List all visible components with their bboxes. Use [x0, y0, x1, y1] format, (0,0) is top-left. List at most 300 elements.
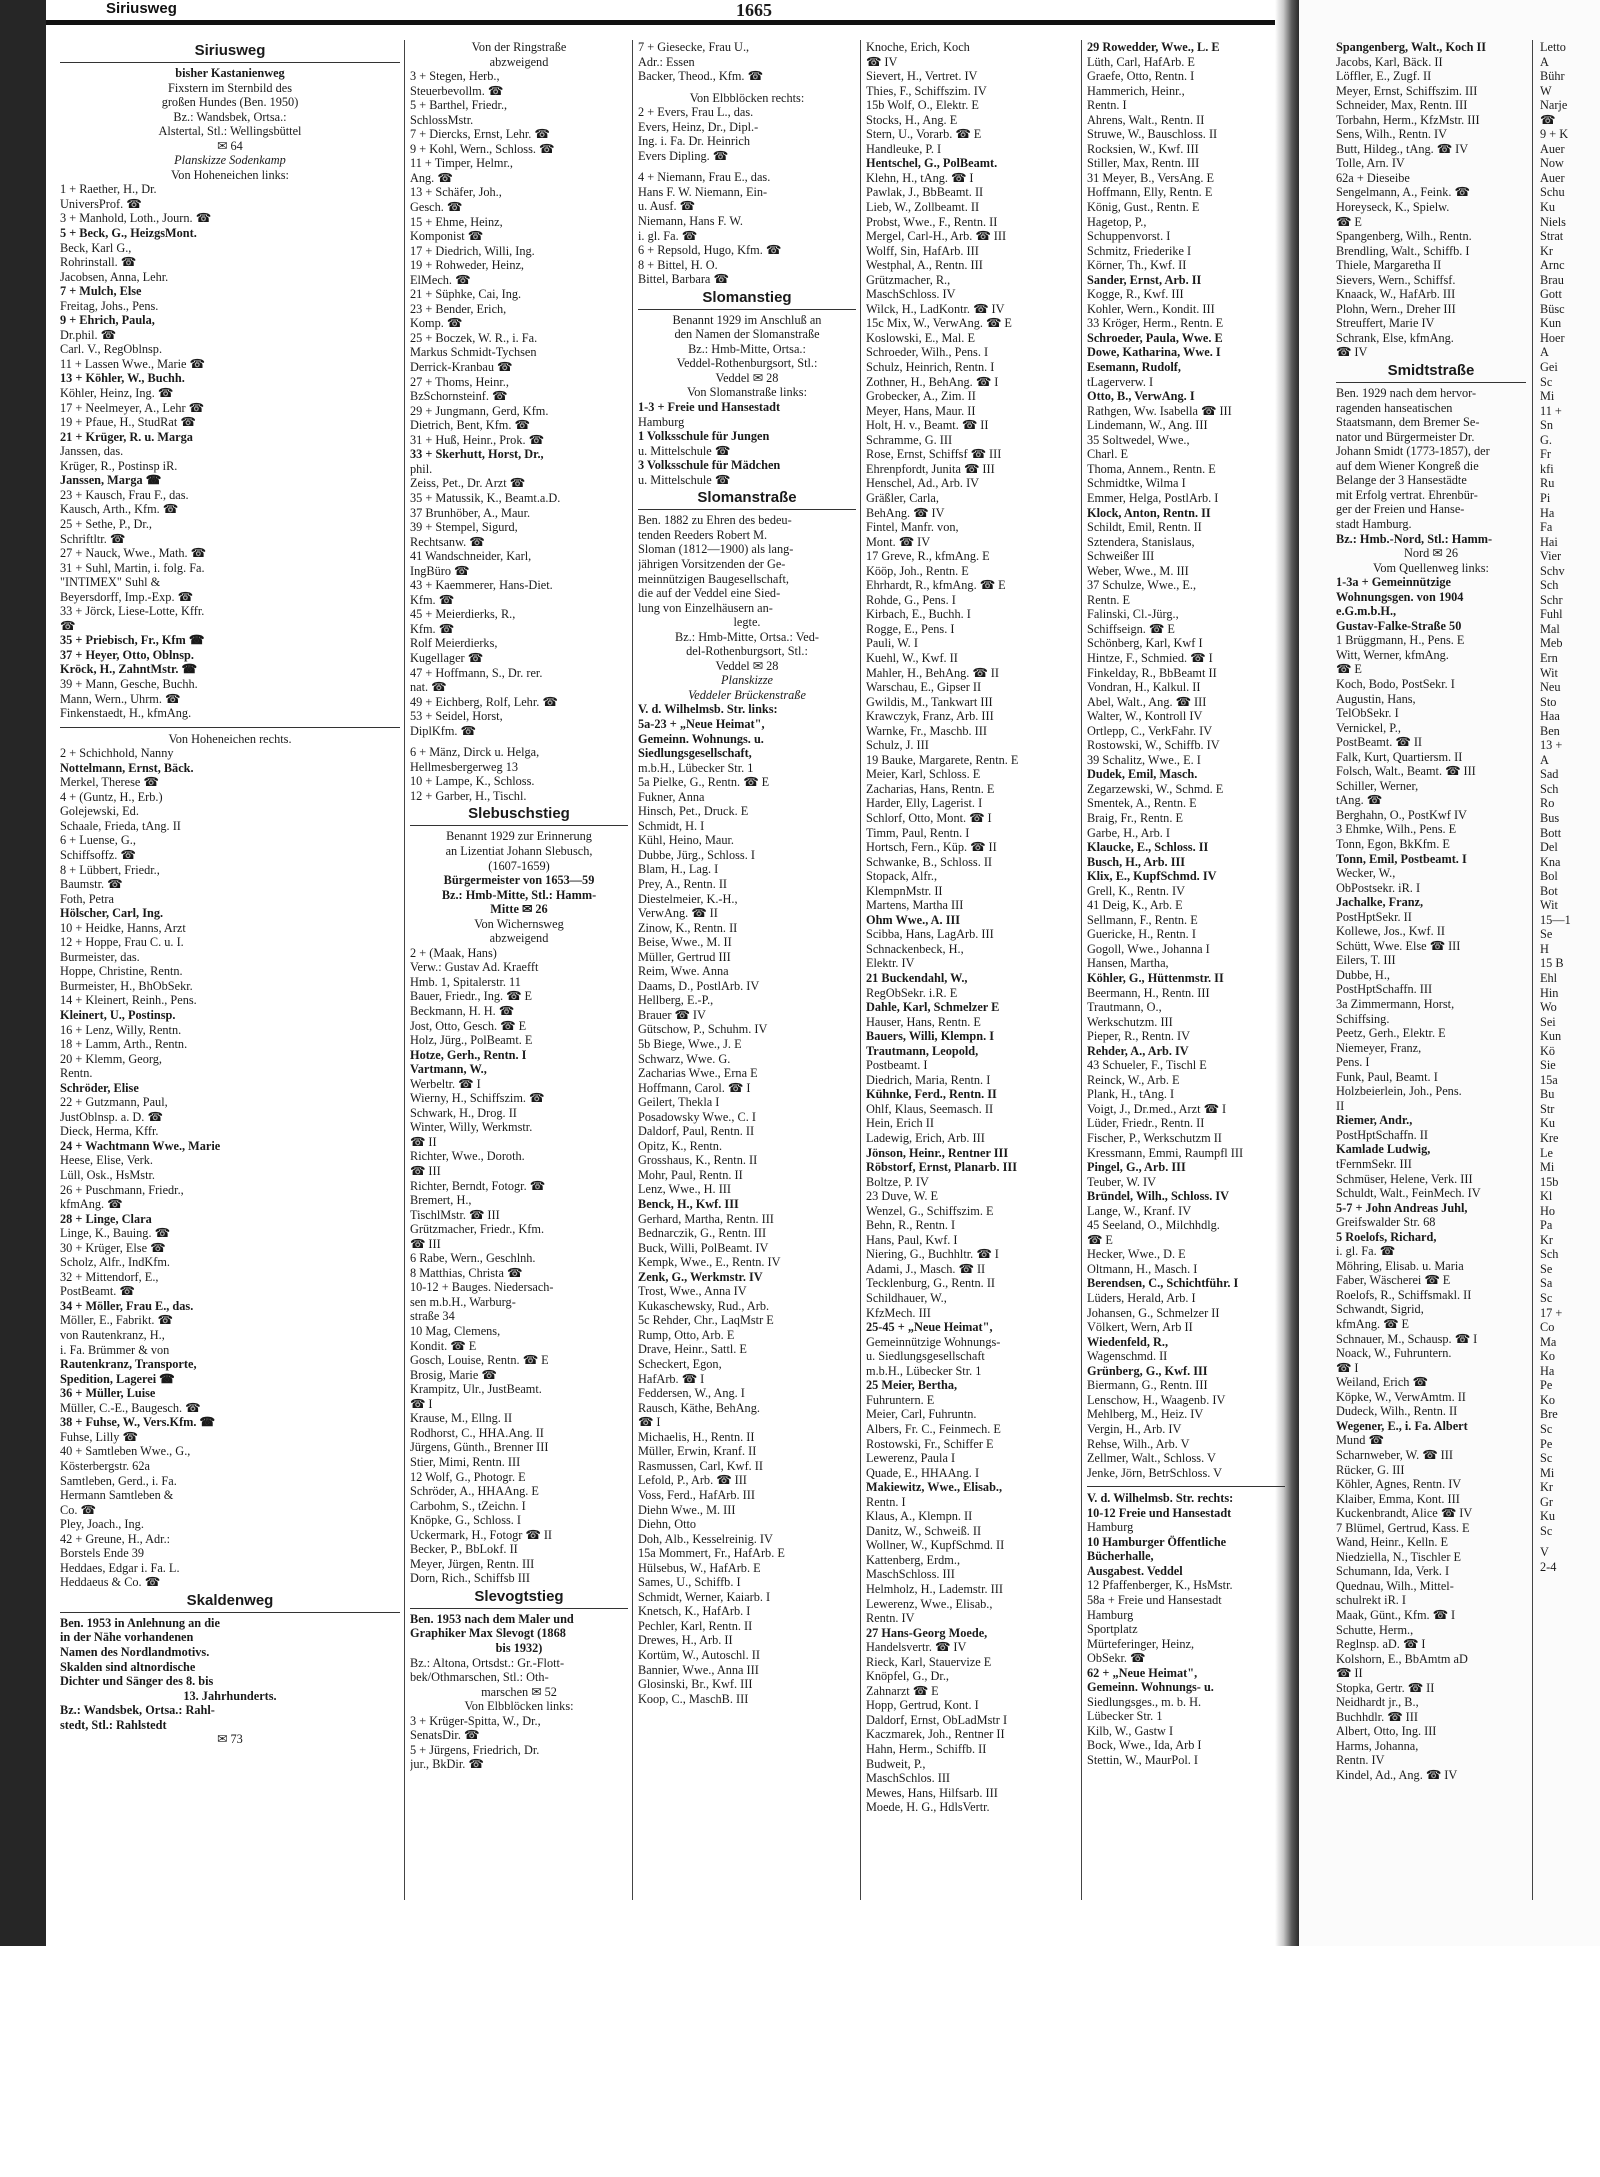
directory-entry: 1-3 + Freie und Hansestadt [638, 400, 781, 415]
directory-entry: Albers, Fr. C., Feinmech. E [866, 1421, 1001, 1436]
directory-entry: Nottelmann, Ernst, Bäck. [60, 760, 194, 775]
directory-entry: Körner, Th., Kwf. II [1087, 258, 1187, 273]
directory-entry: Gosch, Louise, Rentn. ☎ E [410, 1353, 549, 1368]
directory-entry: Bol [1540, 869, 1558, 884]
directory-entry: Rogge, E., Pens. I [866, 621, 955, 636]
directory-entry: Werbeltr. ☎ I [410, 1076, 481, 1091]
directory-entry: Bürgermeister von 1653—59 [443, 873, 595, 888]
directory-entry: Zeiss, Pet., Dr. Arzt ☎ [410, 476, 526, 491]
directory-entry: Hans, Paul, Kwf. I [866, 1232, 958, 1247]
directory-entry: Mal [1540, 621, 1560, 636]
directory-entry: Markus Schmidt-Tychsen [410, 345, 537, 360]
directory-entry: Wit [1540, 665, 1558, 680]
directory-entry: Mann, Wern., Uhrm. ☎ [60, 691, 181, 706]
directory-entry: kfmAng. ☎ E [1336, 1317, 1410, 1332]
directory-entry: Vondran, H., Kalkul. II [1087, 680, 1201, 695]
directory-entry: u. Mittelschule ☎ [638, 443, 731, 458]
directory-entry: Sztendera, Stanislaus, [1087, 534, 1195, 549]
directory-entry: Behn, R., Rentn. I [866, 1218, 956, 1233]
directory-entry: Steuerbevollm. ☎ [410, 83, 504, 98]
directory-entry: Harms, Johanna, [1336, 1738, 1419, 1753]
directory-entry: Spedition, Lagerei ☎ [60, 1371, 175, 1386]
directory-entry: Guericke, H., Rentn. I [1087, 927, 1196, 942]
column-6 [1336, 40, 1526, 1920]
directory-entry: den Namen der Slomanstraße [674, 327, 820, 342]
directory-entry: 10 Mag, Clemens, [410, 1324, 501, 1339]
directory-entry: Hölscher, Carl, Ing. [60, 906, 164, 921]
directory-entry: i. gl. Fa. ☎ [638, 228, 698, 243]
directory-entry: Scholz, Alfr., IndKfm. [60, 1255, 170, 1270]
directory-entry: Daldorf, Paul, Rentn. II [638, 1124, 755, 1139]
directory-entry: 9 + Kohl, Wern., Schloss. ☎ [410, 141, 555, 156]
directory-entry: m.b.H., Lübecker Str. 1 [866, 1363, 982, 1378]
directory-entry: Hotze, Gerh., Rentn. I [410, 1047, 527, 1062]
directory-entry: Pe [1540, 1378, 1553, 1393]
directory-entry: Klix, E., KupfSchmd. IV [1087, 869, 1217, 884]
directory-entry: Klaiber, Emma, Kont. III [1336, 1491, 1460, 1506]
directory-entry: Lübecker Str. 1 [1087, 1709, 1163, 1724]
directory-entry: 13 + Köhler, W., Buchh. [60, 371, 185, 386]
column-1 [60, 40, 400, 1920]
directory-entry [1087, 1480, 1285, 1487]
directory-entry: Kollewe, Jos., Kwf. II [1336, 924, 1445, 939]
directory-entry: 41 Wandschneider, Karl, [410, 549, 532, 564]
directory-entry: 6 Rabe, Wern., Geschlnh. [410, 1251, 536, 1266]
directory-entry: Burmeister, H., BhObSekr. [60, 978, 193, 993]
directory-entry: Komponist ☎ [410, 229, 484, 244]
directory-entry: lung von Einzelhäusern an- [638, 600, 773, 615]
directory-entry: sen m.b.H., Warburg- [410, 1294, 516, 1309]
directory-entry: Timm, Paul, Rentn. I [866, 825, 970, 840]
directory-entry: PostHptSchaffn. II [1336, 1127, 1428, 1142]
directory-entry: ☎ [60, 618, 76, 633]
directory-entry: Westphal, A., Rentn. III [866, 258, 983, 273]
directory-entry: Lenschow, H., Waagenb. IV [1087, 1392, 1226, 1407]
directory-entry: Samtleben, Gerd., i. Fa. [60, 1473, 177, 1488]
directory-entry: Glosinski, Br., Kwf. III [638, 1677, 753, 1692]
directory-entry: PostBeamt. ☎ II [1336, 735, 1423, 750]
directory-entry: 15 + Ehme, Heinz, [410, 214, 503, 229]
directory-entry [638, 163, 856, 170]
directory-entry: Mahler, H., BehAng. ☎ II [866, 665, 999, 680]
directory-entry: Del [1540, 840, 1558, 855]
directory-entry: Ben. 1929 nach dem hervor- [1336, 386, 1477, 401]
directory-entry: 5-7 + John Andreas Juhl, [1336, 1200, 1468, 1215]
directory-entry: Ku [1540, 1509, 1556, 1524]
directory-entry: Uckermark, H., Fotogr ☎ II [410, 1527, 553, 1542]
directory-entry: ☎ IV [866, 54, 898, 69]
directory-entry: Ohlf, Klaus, Seemasch. II [866, 1101, 994, 1116]
directory-entry: marschen ✉ 52 [481, 1684, 557, 1699]
directory-entry: Boltze, P. IV [866, 1174, 929, 1189]
directory-entry: Hermann Samtleben & [60, 1488, 174, 1503]
directory-entry: Siedlungsgesellschaft, [638, 746, 752, 761]
directory-entry: 16 + Lenz, Willy, Rentn. [60, 1022, 182, 1037]
directory-entry: nator und Bürgermeister Dr. [1336, 429, 1475, 444]
directory-entry: 3 + Manhold, Loth., Journ. ☎ [60, 211, 212, 226]
directory-entry: V. d. Wilhelmsb. Str. links: [638, 702, 778, 717]
directory-entry: Kressmann, Emmi, Raumpfl III [1087, 1145, 1244, 1160]
directory-entry: Esemann, Rudolf, [1087, 360, 1181, 375]
directory-entry: Haa [1540, 709, 1560, 724]
directory-entry: Völkert, Wern, Arb II [1087, 1320, 1193, 1335]
directory-entry: 17 Greve, R., kfmAng. E [866, 549, 990, 564]
directory-entry: Benannt 1929 im Anschluß an [672, 312, 822, 327]
directory-entry: Rentn. I [866, 1494, 906, 1509]
directory-entry: Jürgens, Günth., Brenner III [410, 1440, 549, 1455]
directory-entry: 1-3a + Gemeinnützige [1336, 575, 1451, 590]
directory-entry: Richter, Wwe., Doroth. [410, 1149, 525, 1164]
directory-entry: 32 + Mittendorf, E., [60, 1269, 159, 1284]
directory-entry: Faber, Wäscherei ☎ E [1336, 1273, 1451, 1288]
directory-entry: Trautmann, Leopold, [866, 1043, 979, 1058]
directory-entry: Krause, M., Ellng. II [410, 1411, 513, 1426]
directory-entry [410, 738, 628, 745]
directory-entry: ☎ E [1087, 1232, 1113, 1247]
directory-entry: Warschau, E., Gipser II [866, 680, 982, 695]
directory-entry: Schumann, Ida, Verk. I [1336, 1564, 1450, 1579]
directory-entry: Rocksien, W., Kwf. III [1087, 141, 1199, 156]
directory-entry: Janssen, das. [60, 444, 124, 459]
directory-entry: Diehn Wwe., M. III [638, 1502, 736, 1517]
directory-entry: Schuppenvorst. I [1087, 229, 1171, 244]
directory-entry: 1 + Raether, H., Dr. [60, 182, 157, 197]
directory-entry: H [1540, 941, 1549, 956]
directory-entry: Sch [1540, 578, 1559, 593]
directory-entry: Mewes, Hans, Hilfsarb. III [866, 1785, 998, 1800]
directory-entry: Klehn, H., tAng. ☎ I [866, 170, 974, 185]
directory-entry: 25-45 + „Neue Heimat", [866, 1320, 993, 1335]
directory-entry: Sn [1540, 418, 1553, 433]
directory-entry: m.b.H., Lübecker Str. 1 [638, 760, 754, 775]
directory-entry: Tolle, Arn. IV [1336, 156, 1405, 171]
directory-entry: Müller, Gertrud III [638, 949, 731, 964]
directory-entry: Niemeyer, Franz, [1336, 1040, 1422, 1055]
directory-entry: Biermann, G., Rentn. III [1087, 1378, 1208, 1393]
running-head: Siriusweg [106, 0, 177, 17]
directory-entry: Helmholz, H., Lademstr. III [866, 1581, 1003, 1596]
directory-entry: DiplKfm. ☎ [410, 723, 476, 738]
directory-entry: Bz.: Hmb-Mitte, Stl.: Hamm- [441, 887, 597, 902]
directory-entry: 8 Matthias, Christa ☎ [410, 1265, 523, 1280]
directory-entry: Komp. ☎ [410, 316, 463, 331]
directory-entry: A [1540, 54, 1549, 69]
directory-entry: Rolf Meierdierks, [410, 636, 498, 651]
book-page-edge [0, 0, 46, 1946]
directory-entry: König, Gust., Rentn. E [1087, 200, 1200, 215]
directory-entry: Bz.: Altona, Ortsdst.: Gr.-Flott- [410, 1655, 565, 1670]
directory-entry: Zenk, G., Werkmstr. IV [638, 1269, 763, 1284]
directory-entry: BzSchornsteinf. ☎ [410, 389, 508, 404]
directory-entry: Gott [1540, 287, 1562, 302]
directory-entry: 12 + Hoppe, Frau C. u. I. [60, 935, 184, 950]
directory-entry: Schweißer III [1087, 549, 1155, 564]
directory-entry: Pieper, R., Rentn. IV [1087, 1029, 1190, 1044]
directory-entry: Meier, Karl, Schloss. E [866, 767, 981, 782]
directory-entry: Sad [1540, 767, 1559, 782]
directory-entry: Bre [1540, 1407, 1558, 1422]
directory-entry: Grützmacher, Friedr., Kfm. [410, 1222, 545, 1237]
directory-entry: Vernickel, P., [1336, 720, 1401, 735]
directory-entry: 13 + Schäfer, Joh., [410, 185, 502, 200]
directory-entry: 23 + Kausch, Frau F., das. [60, 487, 189, 502]
directory-entry: ☎ E [1336, 662, 1362, 677]
directory-entry: stedt, Stl.: Rahlstedt [60, 1717, 167, 1732]
directory-entry: UniversProf. ☎ [60, 196, 142, 211]
column-5 [1087, 40, 1285, 1920]
directory-entry: Beise, Wwe., M. II [638, 935, 732, 950]
directory-entry: 25 + Sethe, P., Dr., [60, 516, 152, 531]
directory-entry: Busch, H., Arb. III [1087, 854, 1186, 869]
directory-entry: Rechtsanw. ☎ [410, 534, 485, 549]
directory-entry: Fr [1540, 447, 1551, 462]
directory-entry: 7 + Diercks, Ernst, Lehr. ☎ [410, 127, 550, 142]
directory-entry: Quednau, Wilh., Mittel- [1336, 1578, 1454, 1593]
directory-entry: Ben [1540, 723, 1560, 738]
directory-entry: Carl. V., RegOblnsp. [60, 342, 163, 357]
directory-entry: V [1540, 1545, 1549, 1560]
directory-entry: Neidhardt jr., B., [1336, 1695, 1419, 1710]
directory-entry: Prey, A., Rentn. II [638, 876, 728, 891]
directory-entry: Budweit, P., [866, 1756, 926, 1771]
directory-entry: Lüders, Herald, Arb. I [1087, 1291, 1196, 1306]
directory-entry: Fa [1540, 520, 1553, 535]
directory-entry: Backer, Theod., Kfm. ☎ [638, 69, 763, 84]
directory-entry: 35 + Priebisch, Fr., Kfm ☎ [60, 633, 205, 648]
directory-entry: 1 Volksschule für Jungen [638, 429, 770, 444]
directory-entry: Tonn, Egon, BkKfm. E [1336, 836, 1450, 851]
directory-entry: Se [1540, 927, 1553, 942]
directory-entry: KfzMech. III [866, 1305, 931, 1320]
directory-entry: Michaelis, H., Rentn. II [638, 1429, 755, 1444]
directory-entry: 18 + Lamm, Arth., Rentn. [60, 1037, 188, 1052]
directory-entry: Pley, Joach., Ing. [60, 1517, 144, 1532]
directory-entry: 5 + Jürgens, Friedrich, Dr. [410, 1742, 540, 1757]
directory-entry: Schwarz, Wwe. G. [638, 1051, 731, 1066]
directory-entry: 11 + Lassen Wwe., Marie ☎ [60, 356, 205, 371]
directory-entry: Lüth, Carl, HafArb. E [1087, 54, 1195, 69]
directory-entry: 2 + (Maak, Hans) [410, 945, 497, 960]
directory-entry: Werkschutzm. III [1087, 1014, 1173, 1029]
directory-entry: Schulz, J. III [866, 738, 929, 753]
directory-entry: Reim, Wwe. Anna [638, 964, 729, 979]
directory-entry: Hellmesbergerweg 13 [410, 759, 519, 774]
directory-entry: Burmeister, das. [60, 949, 140, 964]
directory-entry: Auer [1540, 170, 1565, 185]
directory-entry: 39 Schalitz, Wwe., E. I [1087, 752, 1201, 767]
directory-entry: 45 + Meierdierks, R., [410, 607, 516, 622]
directory-entry: Rentn. I [1087, 98, 1127, 113]
directory-entry: Siedlungsges., m. b. H. [1087, 1694, 1202, 1709]
directory-entry: Noack, W., Fuhruntern. [1336, 1346, 1452, 1361]
directory-entry: Ku [1540, 1116, 1556, 1131]
directory-entry: Pingel, G., Arb. III [1087, 1160, 1186, 1175]
directory-entry: Grell, K., Rentn. IV [1087, 883, 1186, 898]
directory-entry: Witt, Werner, kfmAng. [1336, 647, 1449, 662]
directory-entry: Bittel, Barbara ☎ [638, 272, 729, 287]
directory-entry: Schlorf, Otto, Mont. ☎ I [866, 810, 992, 825]
directory-entry: G. [1540, 432, 1552, 447]
directory-entry: 15b [1540, 1174, 1559, 1189]
directory-entry: Ehrenpfordt, Junita ☎ III [866, 461, 995, 476]
directory-entry: kfi [1540, 461, 1554, 476]
directory-entry: Kempk, Wwe., E., Rentn. IV [638, 1255, 781, 1270]
directory-entry: 43 + Kaemmerer, Hans-Diet. [410, 578, 553, 593]
directory-entry: Auer [1540, 141, 1565, 156]
directory-entry: Sei [1540, 1014, 1556, 1029]
directory-entry: Streuffert, Marie IV [1336, 316, 1435, 331]
directory-entry: Kausch, Arth., Kfm. ☎ [60, 502, 179, 517]
directory-entry: Weiland, Erich ☎ [1336, 1375, 1428, 1390]
directory-entry: Dietrich, Bent, Kfm. ☎ [410, 418, 530, 433]
directory-entry: Evers, Heinz, Dr., Dipl.- [638, 119, 759, 134]
column-divider [860, 40, 861, 1900]
directory-entry: A [1540, 752, 1549, 767]
directory-entry: Möhring, Elisab. u. Maria [1336, 1258, 1464, 1273]
directory-entry: bisher Kastanienweg [175, 66, 285, 80]
directory-entry: Brosig, Marie ☎ [410, 1367, 497, 1382]
directory-entry: 33 + Skerhutt, Horst, Dr., [410, 447, 544, 462]
directory-entry: Schmüser, Helene, Verk. III [1336, 1171, 1473, 1186]
directory-entry: 10 Hamburger Öffentliche [1087, 1534, 1227, 1549]
directory-entry: Sander, Ernst, Arb. II [1087, 272, 1202, 287]
directory-entry: stadt Hamburg. [1336, 516, 1412, 531]
directory-entry: Jönson, Heinr., Rentner III [866, 1145, 1009, 1160]
directory-entry: 26 + Puschmann, Friedr., [60, 1182, 184, 1197]
directory-entry: 41 Deig, K., Arb. E [1087, 898, 1183, 913]
directory-entry: Mitte ✉ 26 [490, 902, 548, 917]
directory-entry: 10 + Lampe, K., Schloss. [410, 774, 535, 789]
directory-entry: Wagenschmd. II [1087, 1349, 1168, 1364]
directory-entry: Scharnweber, W. ☎ III [1336, 1447, 1453, 1462]
directory-entry: Se [1540, 1261, 1553, 1276]
directory-entry: Vergin, H., Arb. IV [1087, 1421, 1182, 1436]
directory-entry: Posadowsky Wwe., C. I [638, 1109, 756, 1124]
directory-entry: IngBüro ☎ [410, 563, 470, 578]
directory-entry: Schramme, G. III [866, 432, 953, 447]
directory-entry: Sengelmann, A., Feink. ☎ [1336, 185, 1470, 200]
directory-entry: meinnützigen Baugesellschaft, [638, 571, 789, 586]
directory-entry: Letto [1540, 40, 1566, 54]
directory-entry: Zacharias Wwe., Erna E [638, 1066, 758, 1081]
directory-entry: Sto [1540, 694, 1557, 709]
directory-entry: 37 + Heyer, Otto, Oblnsp. [60, 647, 194, 662]
directory-entry: Gesch. ☎ [410, 200, 463, 215]
directory-entry: Veddel-Rothenburgsort, Stl.: [676, 356, 818, 371]
directory-entry: tenden Reeders Robert M. [638, 527, 768, 542]
directory-entry: Kuckenbrandt, Alice ☎ IV [1336, 1506, 1473, 1521]
directory-entry: Folsch, Walt., Beamt. ☎ III [1336, 764, 1476, 779]
directory-entry: Niedziella, N., Tischler E [1336, 1549, 1461, 1564]
directory-entry: ragenden hanseatischen [1336, 400, 1453, 415]
directory-entry: Kö [1540, 1043, 1556, 1058]
directory-entry: Hin [1540, 985, 1559, 1000]
directory-entry: Wegener, E., i. Fa. Albert [1336, 1418, 1468, 1433]
column-4 [866, 40, 1076, 1920]
directory-entry: 4 + (Guntz, H., Erb.) [60, 789, 163, 804]
directory-entry: Rasmussen, Carl, Kwf. II [638, 1458, 763, 1473]
directory-entry: Wilck, H., LadKontr. ☎ IV [866, 301, 1005, 316]
directory-entry: phil. [410, 461, 433, 476]
directory-entry: Wand, Heinr., Kelln. E [1336, 1535, 1449, 1550]
directory-entry: Hahn, Herm., Schiffb. II [866, 1741, 987, 1756]
directory-entry: 5a Pielke, G., Rentn. ☎ E [638, 775, 770, 790]
directory-entry: Kre [1540, 1131, 1559, 1146]
directory-entry: 5 + Beck, G., HeizgsMont. [60, 226, 197, 241]
directory-entry: 42 + Greune, H., Adr.: [60, 1531, 171, 1546]
directory-entry: 15 B [1540, 956, 1564, 971]
directory-entry: 29 + Jungmann, Gerd, Kfm. [410, 403, 549, 418]
directory-entry: Nord ✉ 26 [1403, 546, 1459, 561]
directory-entry: Belange der 3 Hansestädte [1336, 473, 1467, 488]
street-heading: Slomanstieg [638, 287, 856, 310]
directory-entry: u. Siedlungsgesellschaft [866, 1349, 985, 1364]
directory-entry: Koch, Bodo, PostSekr. I [1336, 676, 1455, 691]
directory-entry: Gräßler, Carla, [866, 490, 939, 505]
directory-entry: Hagetop, P., [1087, 214, 1147, 229]
directory-entry: Hamburg [1087, 1607, 1134, 1622]
directory-entry: Schuldt, Walt., FeinMech. IV [1336, 1186, 1481, 1201]
directory-entry: (1607-1659) [488, 858, 550, 873]
directory-entry: jährigen Vorsitzenden der Ge- [638, 556, 786, 571]
directory-entry: Kna [1540, 854, 1561, 869]
directory-entry: Bremert, H., [410, 1193, 472, 1208]
directory-entry: Voss, Ferd., HafArb. III [638, 1487, 755, 1502]
directory-entry: Rohrinstall. ☎ [60, 255, 137, 270]
directory-entry: Zahnarzt ☎ E [866, 1683, 939, 1698]
directory-entry: Ro [1540, 796, 1555, 811]
directory-entry: MaschSchloss. IV [866, 287, 956, 302]
directory-entry: Vier [1540, 549, 1562, 564]
directory-entry: Gwildis, M., Tankwart III [866, 694, 993, 709]
directory-entry: Schulz, Heinrich, Rentn. I [866, 360, 995, 375]
directory-entry: Lewerenz, Wwe., Elisab., [866, 1596, 993, 1611]
directory-entry: Hamburg [1087, 1520, 1134, 1535]
directory-entry: Sellmann, F., Rentn. E [1087, 912, 1198, 927]
directory-entry: Ehrhardt, R., kfmAng. ☎ E [866, 578, 1006, 593]
directory-entry: Staatsmann, dem Bremer Se- [1336, 415, 1480, 430]
directory-entry: 27 + Nauck, Wwe., Math. ☎ [60, 546, 206, 561]
directory-entry: Charl. E [1087, 447, 1128, 462]
directory-entry: abzweigend [489, 931, 549, 946]
directory-entry: Koslowski, E., Mal. E [866, 330, 975, 345]
directory-entry: tLagerverw. I [1087, 374, 1154, 389]
directory-entry: Koop, C., MaschB. III [638, 1691, 749, 1706]
directory-entry: Ma [1540, 1334, 1557, 1349]
directory-entry: Hoer [1540, 330, 1565, 345]
directory-entry: Brau [1540, 272, 1564, 287]
directory-entry: 34 + Möller, Frau E., das. [60, 1298, 194, 1313]
directory-entry: Meyer, Hans, Maur. II [866, 403, 976, 418]
directory-entry: Jost, Otto, Gesch. ☎ E [410, 1018, 527, 1033]
directory-entry: Warnke, Fr., Maschb. III [866, 723, 987, 738]
directory-entry: Bz.: Hmb-Mitte, Ortsa.: Ved- [675, 629, 819, 644]
directory-entry: Reglnsp. aD. ☎ I [1336, 1637, 1426, 1652]
directory-entry: Röbstorf, Ernst, Planarb. III [866, 1160, 1017, 1175]
directory-entry: SenatsDir. ☎ [410, 1728, 480, 1743]
directory-entry: Meyer, Jürgen, Rentn. III [410, 1556, 535, 1571]
directory-entry: 27 Hans-Georg Moede, [866, 1625, 988, 1640]
directory-entry: Stopack, Alfr., [866, 869, 938, 884]
directory-entry: 43 Schueler, F., Tischl E [1087, 1058, 1207, 1073]
directory-entry: Bz.: Hmb-Mitte, Ortsa.: [688, 341, 806, 356]
directory-entry: Hopp, Gertrud, Kont. I [866, 1698, 979, 1713]
column-7 [1540, 40, 1600, 1920]
directory-entry: Struwe, W., Bauschloss. II [1087, 127, 1218, 142]
directory-entry: Gemeinn. Wohnungs- u. [1087, 1680, 1214, 1695]
directory-entry: Veddeler Brückenstraße [688, 687, 806, 702]
directory-entry: Richter, Berndt, Fotogr. ☎ [410, 1178, 546, 1193]
